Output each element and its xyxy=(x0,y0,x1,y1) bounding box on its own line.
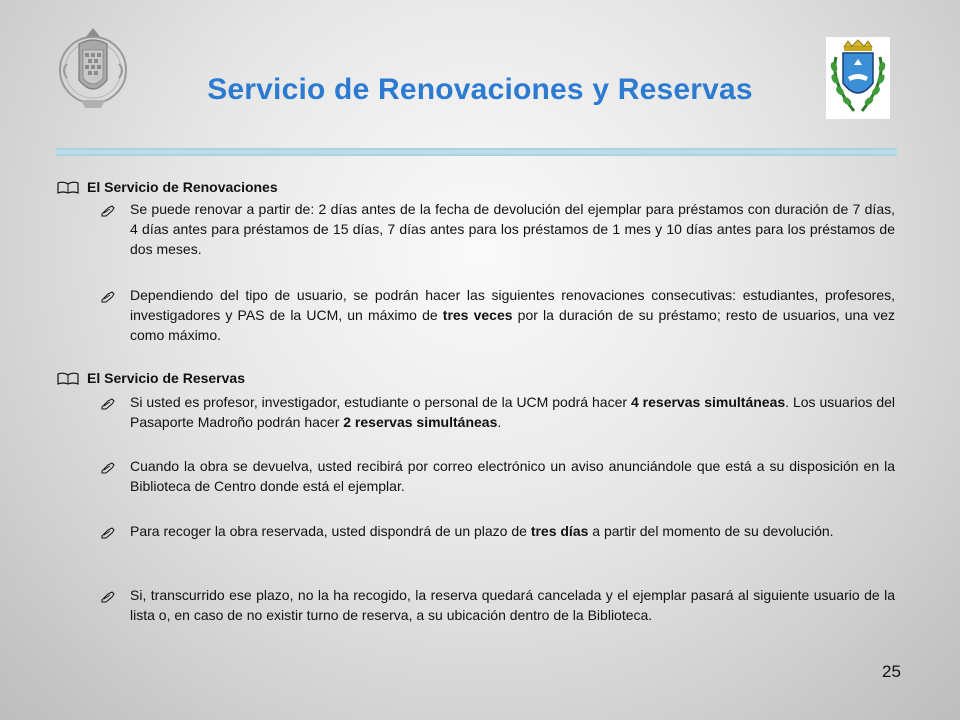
section-heading-reservas xyxy=(57,370,245,386)
writing-hand-icon xyxy=(101,398,115,410)
list-item-text: Cuando la obra se devuelva, usted recibirá por correo electrónico un aviso anunciándole que está a su disposición en la Biblioteca de Centro donde está el ejemplar. xyxy=(130,458,895,494)
section-heading-renovaciones xyxy=(57,179,278,195)
writing-hand-icon xyxy=(101,527,115,539)
open-book-icon xyxy=(57,181,79,194)
list-item xyxy=(101,521,895,541)
list-item-text: Si, transcurrido ese plazo, no la ha recogido, la reserva quedará cancelada y el ejemplar pasará al siguiente usuario de la lista o, en caso de no existir turno de reserva, a su ubicación dentro de la Biblioteca. xyxy=(130,587,895,623)
open-book-icon xyxy=(57,372,79,385)
list-item-text: Si usted es profesor, investigador, estudiante o personal de la UCM podrá hacer 4 reservas simultáneas. Los usuarios del Pasaporte Madroño podrán hacer 2 reservas simultáneas. xyxy=(130,394,895,430)
page-number: 25 xyxy=(882,662,901,681)
list-item xyxy=(101,199,895,259)
title-underline-rule xyxy=(56,148,897,156)
writing-hand-icon xyxy=(101,462,115,474)
list-item-text: Se puede renovar a partir de: 2 días antes de la fecha de devolución del ejemplar para préstamos con duración de 7 días, 4 días antes para préstamos de 15 días, 7 días antes para los préstamos de 1 mes y 10 días antes para los préstamos de dos meses. xyxy=(130,201,895,257)
slide-title: Servicio de Renovaciones y Reservas xyxy=(207,73,753,106)
list-item xyxy=(101,392,895,432)
list-item xyxy=(101,456,895,496)
list-item xyxy=(101,585,895,625)
list-item-text: Dependiendo del tipo de usuario, se podrán hacer las siguientes renovaciones consecutivas: estudiantes, profesores, investigadores y PAS de la UCM, un máximo de tres veces por la duración de su préstamo; resto de usuarios, una vez como máximo. xyxy=(130,287,895,343)
list-item xyxy=(101,285,895,345)
writing-hand-icon xyxy=(101,205,115,217)
section-heading-text: El Servicio de Reservas xyxy=(87,370,245,386)
section-heading-text: El Servicio de Renovaciones xyxy=(87,179,278,195)
writing-hand-icon xyxy=(101,291,115,303)
list-item-text: Para recoger la obra reservada, usted dispondrá de un plazo de tres días a partir del momento de su devolución. xyxy=(130,523,834,539)
writing-hand-icon xyxy=(101,591,115,603)
